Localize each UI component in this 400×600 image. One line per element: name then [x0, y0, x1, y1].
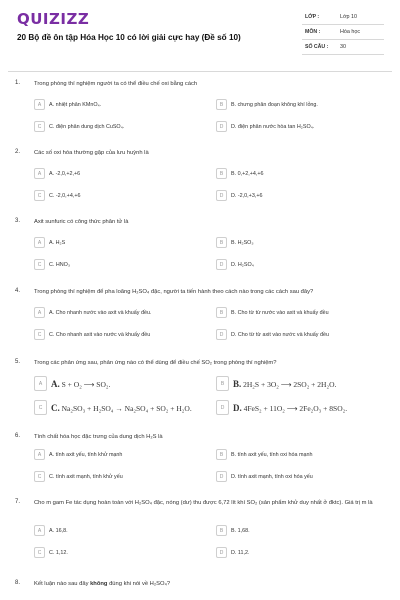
- option-letter-box: C: [34, 329, 45, 340]
- option-d[interactable]: [216, 189, 386, 202]
- meta-label: MÔN :: [305, 29, 321, 35]
- option-text: C. Cho nhanh axit vào nước và khuấy đều: [49, 331, 151, 338]
- question-text-emphasis: không: [90, 581, 108, 587]
- option-letter-box: B: [216, 168, 227, 179]
- question-number: 6.: [15, 433, 21, 439]
- option-text: D. điện phân nước hòa tan H₂SO₄.: [231, 123, 315, 130]
- question-number: 2.: [15, 149, 21, 155]
- option-letter-box: C: [34, 259, 45, 270]
- option-letter-box: C: [34, 471, 45, 482]
- option-text: C. điện phân dung dịch CuSO₄.: [49, 123, 125, 130]
- quizizz-logo: QUIZIZZ: [17, 10, 90, 28]
- option-letter: C.: [51, 402, 60, 413]
- worksheet-header: [8, 0, 392, 72]
- option-text: A. -2,0,+2,+6: [49, 170, 81, 177]
- option-letter-box: D: [216, 400, 229, 415]
- option-letter-box: B: [216, 99, 227, 110]
- option-text: B. 1,68.: [231, 527, 250, 534]
- option-d[interactable]: [216, 399, 386, 416]
- equation-a: S + O₂ ⟶ SO₂.: [61, 379, 111, 389]
- option-c[interactable]: [34, 189, 204, 202]
- option-b[interactable]: [216, 98, 386, 111]
- option-b[interactable]: [216, 448, 386, 461]
- option-letter-box: B: [216, 376, 229, 391]
- option-text: B. tính axit yếu, tính oxi hóa mạnh: [231, 451, 313, 458]
- option-letter-box: B: [216, 449, 227, 460]
- equation-c: Na₂SO₃ + H₂SO₄ → Na₂SO₄ + SO₂ + H₂O.: [61, 403, 192, 413]
- option-a[interactable]: [34, 306, 204, 319]
- option-b[interactable]: [216, 167, 386, 180]
- option-letter-box: A: [34, 525, 45, 536]
- option-text: [51, 403, 192, 413]
- meta-row-class: [302, 10, 384, 25]
- option-letter-box: A: [34, 99, 45, 110]
- equation-d: 4FeS₂ + 11O₂ ⟶ 2Fe₂O₃ + 8SO₂.: [243, 403, 348, 413]
- option-letter: B.: [233, 378, 242, 389]
- option-a[interactable]: [34, 524, 204, 537]
- meta-table: [302, 10, 384, 55]
- option-letter-box: D: [216, 329, 227, 340]
- option-letter-box: A: [34, 307, 45, 318]
- option-text: D. 11,2.: [231, 549, 250, 556]
- question-number: 8.: [15, 580, 21, 586]
- question-number: 7.: [15, 499, 21, 505]
- option-letter-box: B: [216, 525, 227, 536]
- option-text: [233, 403, 347, 413]
- meta-value: Lớp 10: [340, 14, 358, 20]
- option-letter-box: C: [34, 547, 45, 558]
- question-text: Trong phòng thí nghiệm người ta có thể điều chế oxi bằng cách: [34, 81, 198, 87]
- option-d[interactable]: [216, 258, 386, 271]
- option-letter-box: A: [34, 376, 47, 391]
- option-letter-box: C: [34, 400, 47, 415]
- option-text: B. 0,+2,+4,+6: [231, 170, 264, 177]
- option-text: [233, 379, 336, 389]
- option-text: D. tính axit mạnh, tính oxi hóa yếu: [231, 473, 313, 480]
- meta-value: 30: [340, 44, 346, 50]
- question-number: 3.: [15, 218, 21, 224]
- option-letter: A.: [51, 378, 60, 389]
- question-text: Tính chất hóa học đặc trưng của dung dịch H₂S là: [34, 434, 163, 440]
- question-text: Axit sunfuric có công thức phân tử là: [34, 219, 129, 225]
- option-letter-box: B: [216, 237, 227, 248]
- option-text: C. HNO₃: [49, 261, 71, 268]
- option-c[interactable]: [34, 328, 204, 341]
- option-d[interactable]: [216, 120, 386, 133]
- option-d[interactable]: [216, 328, 386, 341]
- question-text: Trong các phản ứng sau, phản ứng nào có thể dùng để điều chế SO₂ trong phòng thí nghiệm?: [34, 360, 277, 366]
- option-a[interactable]: [34, 236, 204, 249]
- option-letter-box: D: [216, 471, 227, 482]
- option-a[interactable]: [34, 375, 204, 392]
- option-text: A. tính axit yếu, tính khử mạnh: [49, 451, 123, 458]
- option-a[interactable]: [34, 98, 204, 111]
- option-b[interactable]: [216, 375, 386, 392]
- question-number: 5.: [15, 359, 21, 365]
- option-text: B. chưng phân đoạn không khí lỏng.: [231, 101, 318, 108]
- meta-value: Hóa học: [340, 29, 361, 35]
- page-title: 20 Bộ đề ôn tập Hóa Học 10 có lời giải cực hay (Đề số 10): [17, 33, 241, 42]
- option-letter-box: D: [216, 547, 227, 558]
- option-letter-box: A: [34, 237, 45, 248]
- option-letter-box: A: [34, 449, 45, 460]
- option-letter-box: C: [34, 190, 45, 201]
- question-text: Trong phòng thí nghiệm để pha loãng H₂SO₄ đặc, người ta tiến hành theo cách nào trong các cách sau đây?: [34, 289, 314, 295]
- question-text-part: đúng khi nói về H₂SO₄?: [107, 581, 171, 587]
- option-text: A. 16,8.: [49, 527, 68, 534]
- meta-row-subject: [302, 25, 384, 40]
- question-text-part: Kết luận nào sau đây: [34, 581, 91, 587]
- option-c[interactable]: [34, 546, 204, 559]
- option-letter-box: D: [216, 190, 227, 201]
- question-text: Cho m gam Fe tác dụng hoàn toàn với H₂SO₄ đặc, nóng (dư) thu được 6,72 lít khí SO₂ (sản phẩm khử duy nhất ở đktc). Giá trị m là: [34, 500, 373, 506]
- option-b[interactable]: [216, 306, 386, 319]
- meta-row-count: [302, 40, 384, 55]
- option-c[interactable]: [34, 399, 204, 416]
- option-letter-box: A: [34, 168, 45, 179]
- option-d[interactable]: [216, 546, 386, 559]
- question-number: 4.: [15, 288, 21, 294]
- option-text: C. 1,12.: [49, 549, 68, 556]
- option-text: [51, 379, 110, 389]
- option-b[interactable]: [216, 236, 386, 249]
- option-a[interactable]: [34, 167, 204, 180]
- option-text: D. -2,0,+3,+6: [231, 192, 263, 199]
- option-text: C. -2,0,+4,+6: [49, 192, 81, 199]
- option-text: B. H₂SO₃: [231, 239, 254, 246]
- option-text: A. H₂S: [49, 239, 66, 246]
- option-c[interactable]: [34, 470, 204, 483]
- equation-b: 2H₂S + 3O₂ ⟶ 2SO₂ + 2H₂O.: [243, 379, 337, 389]
- option-c[interactable]: [34, 120, 204, 133]
- option-a[interactable]: [34, 448, 204, 461]
- option-text: A. Cho nhanh nước vào axit và khuấy đều.: [49, 309, 152, 316]
- option-b[interactable]: [216, 524, 386, 537]
- meta-label: LỚP :: [305, 14, 320, 20]
- question-number: 1.: [15, 80, 21, 86]
- meta-label: SỐ CÂU :: [305, 44, 329, 50]
- option-c[interactable]: [34, 258, 204, 271]
- option-letter-box: D: [216, 121, 227, 132]
- option-text: C. tính axit mạnh, tính khử yếu: [49, 473, 123, 480]
- option-letter-box: D: [216, 259, 227, 270]
- option-text: D. Cho từ từ axit vào nước và khuấy đều: [231, 331, 329, 338]
- option-text: D. H₂SO₄: [231, 261, 254, 268]
- question-text: [34, 580, 384, 589]
- option-letter-box: C: [34, 121, 45, 132]
- option-text: A. nhiệt phân KMnO₄.: [49, 101, 102, 108]
- option-letter: D.: [233, 402, 242, 413]
- option-d[interactable]: [216, 470, 386, 483]
- question-text: Các số oxi hóa thường gặp của lưu huỳnh là: [34, 150, 149, 156]
- option-text: B. Cho từ từ nước vào axit và khuấy đều: [231, 309, 329, 316]
- option-letter-box: B: [216, 307, 227, 318]
